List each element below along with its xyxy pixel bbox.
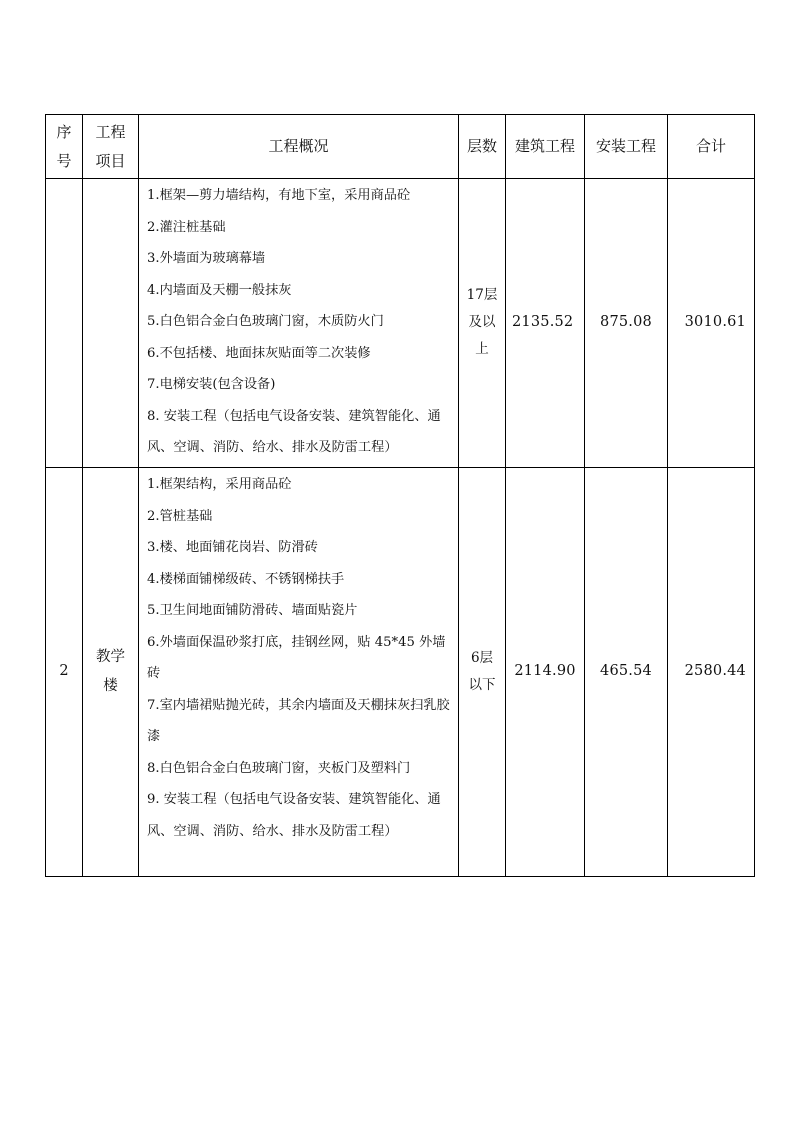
overview-list — [139, 469, 458, 847]
row-installation-cost: 465.54 — [585, 467, 668, 876]
row-overview — [139, 467, 459, 876]
overview-item: 7.电梯安装(包含设备) — [147, 377, 276, 392]
overview-item: 5.卫生间地面铺防滑砖、墙面贴瓷片 — [147, 603, 358, 618]
project-line: 教学 — [96, 648, 125, 665]
header-project-line: 项目 — [95, 151, 126, 170]
row-construction-cost: 2114.90 — [506, 467, 585, 876]
header-floors: 层数 — [459, 115, 506, 179]
overview-item: 8. 安装工程（包括电气设备安装、建筑智能化、通风、空调、消防、给水、排水及防雷工程） — [147, 408, 441, 455]
row-overview — [139, 179, 459, 468]
header-installation: 安装工程 — [585, 115, 668, 179]
overview-item: 6.外墙面保温砂浆打底，挂钢丝网，贴 45*45 外墙砖 — [147, 634, 446, 681]
header-construction: 建筑工程 — [506, 115, 585, 179]
row-installation-cost: 875.08 — [585, 179, 668, 468]
row-total-cost: 3010.61 — [668, 179, 755, 468]
overview-item: 6.不包括楼、地面抹灰贴面等二次装修 — [147, 345, 371, 361]
floors-line: 以下 — [468, 676, 496, 693]
floors-line: 17层 — [466, 287, 498, 304]
header-index-line: 号 — [56, 151, 72, 170]
overview-item: 5.白色铝合金白色玻璃门窗，木质防火门 — [147, 314, 384, 329]
floors-line: 上 — [475, 341, 489, 358]
overview-item: 3.外墙面为玻璃幕墙 — [147, 251, 266, 266]
table-row — [46, 467, 755, 876]
header-overview: 工程概况 — [139, 115, 459, 179]
row-floors — [459, 179, 506, 468]
overview-item: 3.楼、地面铺花岗岩、防滑砖 — [147, 540, 318, 555]
header-index-line: 序 — [56, 122, 72, 141]
row-total-cost: 2580.44 — [668, 467, 755, 876]
overview-item: 7.室内墙裙贴抛光砖，其余内墙面及天棚抹灰扫乳胶漆 — [147, 697, 450, 744]
overview-item: 2.灌注桩基础 — [147, 219, 226, 235]
project-line: 楼 — [103, 677, 118, 694]
header-project-line: 工程 — [95, 122, 126, 141]
row-index: 2 — [46, 467, 83, 876]
overview-item: 1.框架结构，采用商品砼 — [147, 477, 292, 492]
overview-list — [139, 180, 458, 464]
overview-item: 8.白色铝合金白色玻璃门窗，夹板门及塑料门 — [147, 760, 411, 776]
row-project — [83, 467, 139, 876]
overview-item: 9. 安装工程（包括电气设备安装、建筑智能化、通风、空调、消防、给水、排水及防雷工程） — [147, 792, 441, 839]
header-project — [83, 115, 139, 179]
row-construction-cost: 2135.52 — [506, 179, 585, 468]
row-index — [46, 179, 83, 468]
table-row — [46, 179, 755, 468]
overview-item: 4.内墙面及天棚一般抹灰 — [147, 282, 292, 298]
header-total: 合计 — [668, 115, 755, 179]
overview-item: 2.管桩基础 — [147, 508, 213, 524]
floors-line: 及以 — [468, 314, 496, 331]
table-header-row — [46, 115, 755, 179]
row-project — [83, 179, 139, 468]
project-cost-table — [45, 114, 755, 877]
overview-item: 1.框架—剪力墙结构，有地下室，采用商品砼 — [147, 188, 411, 203]
overview-item: 4.楼梯面铺梯级砖、不锈钢梯扶手 — [147, 571, 345, 587]
header-index — [46, 115, 83, 179]
floors-line: 6层 — [470, 649, 494, 666]
row-floors — [459, 467, 506, 876]
